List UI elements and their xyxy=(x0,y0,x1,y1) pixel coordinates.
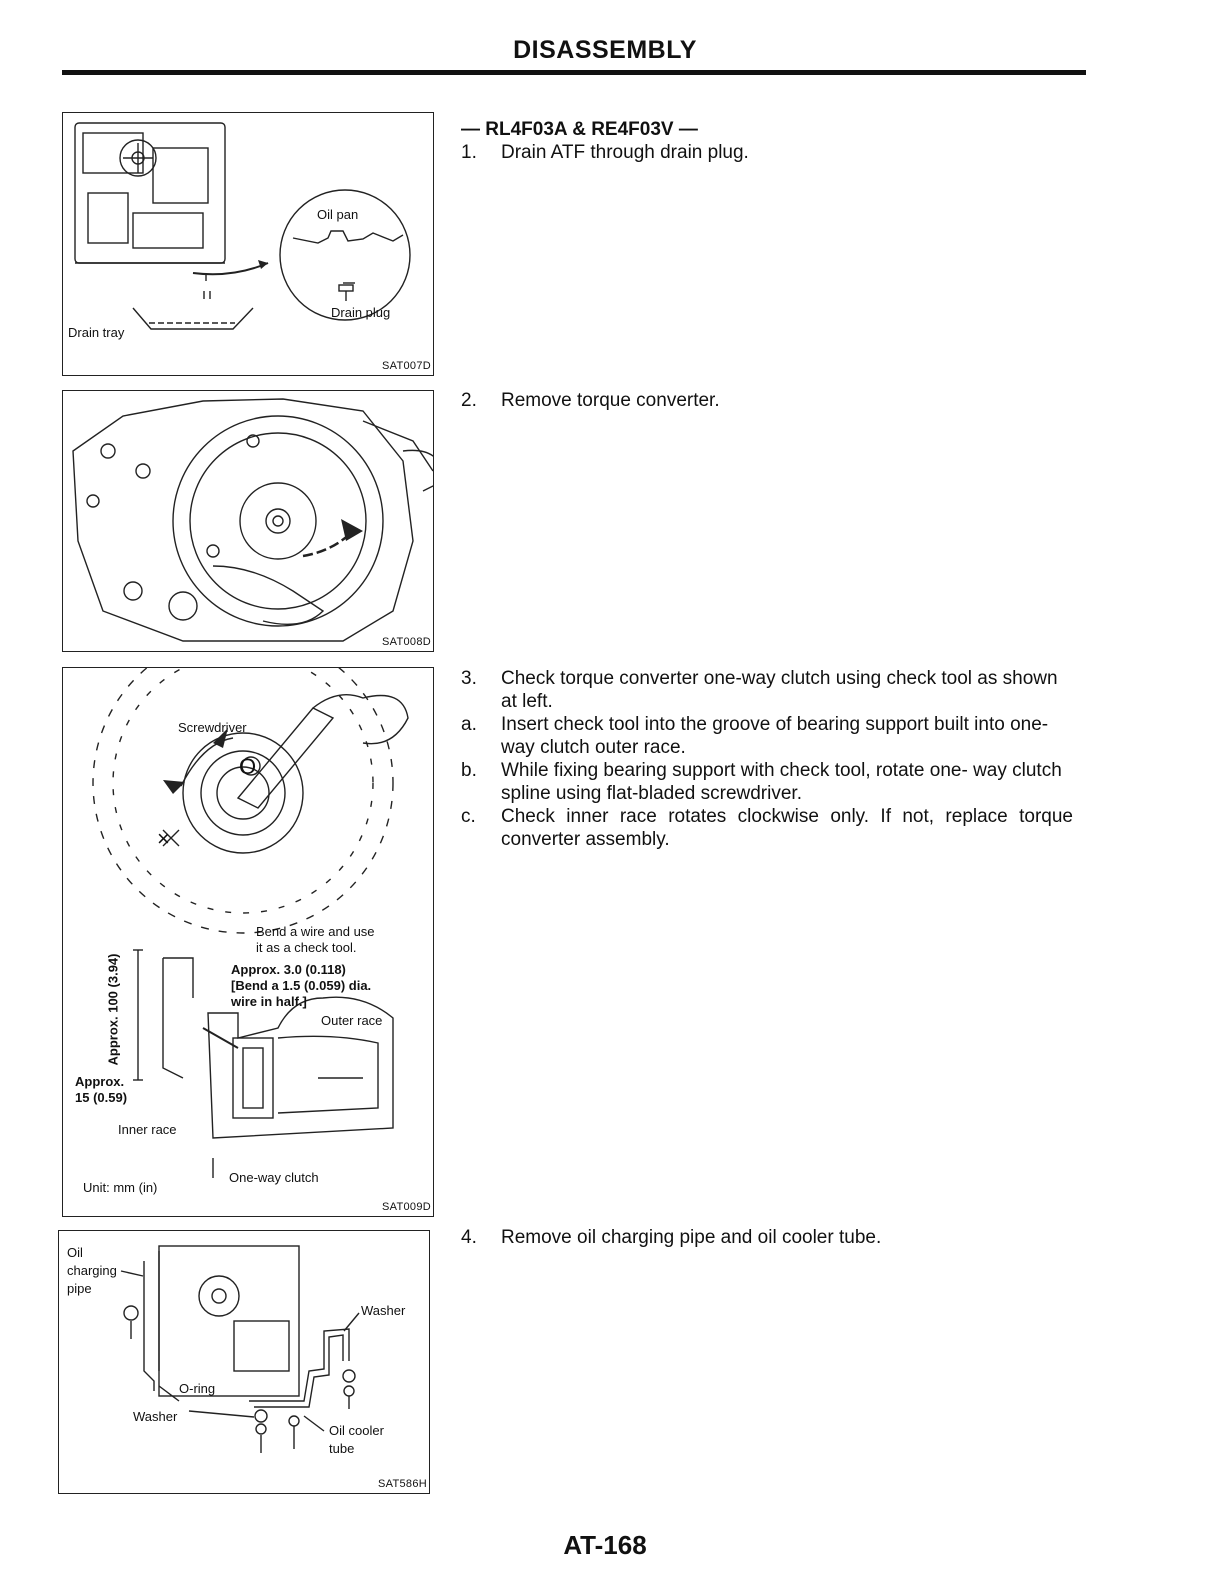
label-oil-cooler: Oil cooler xyxy=(329,1423,384,1438)
step-number: 2. xyxy=(461,390,477,411)
figure-oil-charging-pipe xyxy=(58,1230,430,1494)
procedure-step-2 xyxy=(461,389,1086,412)
mark-clockwise-ok: O xyxy=(239,754,257,779)
step-text: Remove torque converter. xyxy=(501,390,720,411)
substep-text: Check inner race rotates clockwise only. If not, replace torque converter assembly. xyxy=(501,806,1073,850)
substep-letter: b. xyxy=(461,760,477,781)
title-rule xyxy=(62,70,1086,75)
label-o-ring: O-ring xyxy=(179,1381,216,1396)
figure-drain-atf xyxy=(62,112,434,376)
label-wire-in-half: wire in half.] xyxy=(231,994,307,1009)
step-4 xyxy=(461,1226,1086,1249)
substep-letter: a. xyxy=(461,714,477,735)
label-drain-tray: Drain tray xyxy=(68,325,125,340)
label-screwdriver: Screwdriver xyxy=(178,720,247,735)
label-charging: charging xyxy=(67,1263,117,1278)
step-1 xyxy=(461,141,1086,164)
substep-text: While fixing bearing support with check tool, rotate one- way clutch spline using flat-bladed screwdriver. xyxy=(501,760,1062,804)
label-washer-top: Washer xyxy=(361,1303,406,1318)
label-outer-race: Outer race xyxy=(321,1013,383,1028)
substep-text: Insert check tool into the groove of bearing support built into one-way clutch outer race. xyxy=(501,714,1049,758)
step-text: Drain ATF through drain plug. xyxy=(501,142,749,163)
label-washer-left: Washer xyxy=(133,1409,178,1424)
substep-letter: c. xyxy=(461,806,476,827)
step-text: Check torque converter one-way clutch using check tool as shown at left. xyxy=(501,668,1058,712)
label-bend-diameter: [Bend a 1.5 (0.059) dia. xyxy=(231,978,372,993)
substep-a xyxy=(461,713,1073,759)
figure-one-way-clutch-check xyxy=(62,667,434,1217)
figure-code: SAT007D xyxy=(382,360,431,372)
model-subheading: — RL4F03A & RE4F03V — xyxy=(461,119,698,140)
substep-b xyxy=(461,759,1073,805)
substep-c xyxy=(461,805,1073,851)
label-bend-wire-1: Bend a wire and use xyxy=(256,924,375,939)
procedure-intro xyxy=(461,118,1086,164)
figure-code: SAT009D xyxy=(382,1201,431,1213)
page-number: AT-168 xyxy=(563,1530,647,1560)
label-approx-15-line2: 15 (0.59) xyxy=(75,1090,128,1105)
label-approx-15-line1: Approx. xyxy=(75,1074,125,1089)
step-number: 1. xyxy=(461,142,477,163)
step-3 xyxy=(461,667,1073,713)
label-oil-pan: Oil pan xyxy=(317,207,359,222)
label-approx-height: Approx. 100 (3.94) xyxy=(105,953,121,1066)
label-oil: Oil xyxy=(67,1245,83,1260)
torque-converter-illustration xyxy=(63,391,433,651)
label-pipe: pipe xyxy=(67,1281,92,1296)
label-drain-plug: Drain plug xyxy=(331,305,391,320)
page-title: DISASSEMBLY xyxy=(513,36,697,64)
step-number: 4. xyxy=(461,1227,477,1248)
label-bend-wire-2: it as a check tool. xyxy=(256,940,357,955)
step-text: Remove oil charging pipe and oil cooler tube. xyxy=(501,1227,882,1248)
figure-torque-converter xyxy=(62,390,434,652)
step-number: 3. xyxy=(461,668,477,689)
figure-code: SAT008D xyxy=(382,636,431,648)
figure-code: SAT586H xyxy=(378,1478,427,1490)
label-inner-race: Inner race xyxy=(118,1122,177,1137)
procedure-step-3 xyxy=(461,667,1073,851)
step-2 xyxy=(461,389,1086,412)
procedure-step-4 xyxy=(461,1226,1086,1249)
label-tube: tube xyxy=(329,1441,355,1456)
label-approx-dimension: Approx. 3.0 (0.118) xyxy=(231,962,346,977)
label-one-way-clutch: One-way clutch xyxy=(229,1170,319,1185)
mark-counterclockwise-ng: × xyxy=(157,826,170,851)
label-unit: Unit: mm (in) xyxy=(83,1180,158,1195)
